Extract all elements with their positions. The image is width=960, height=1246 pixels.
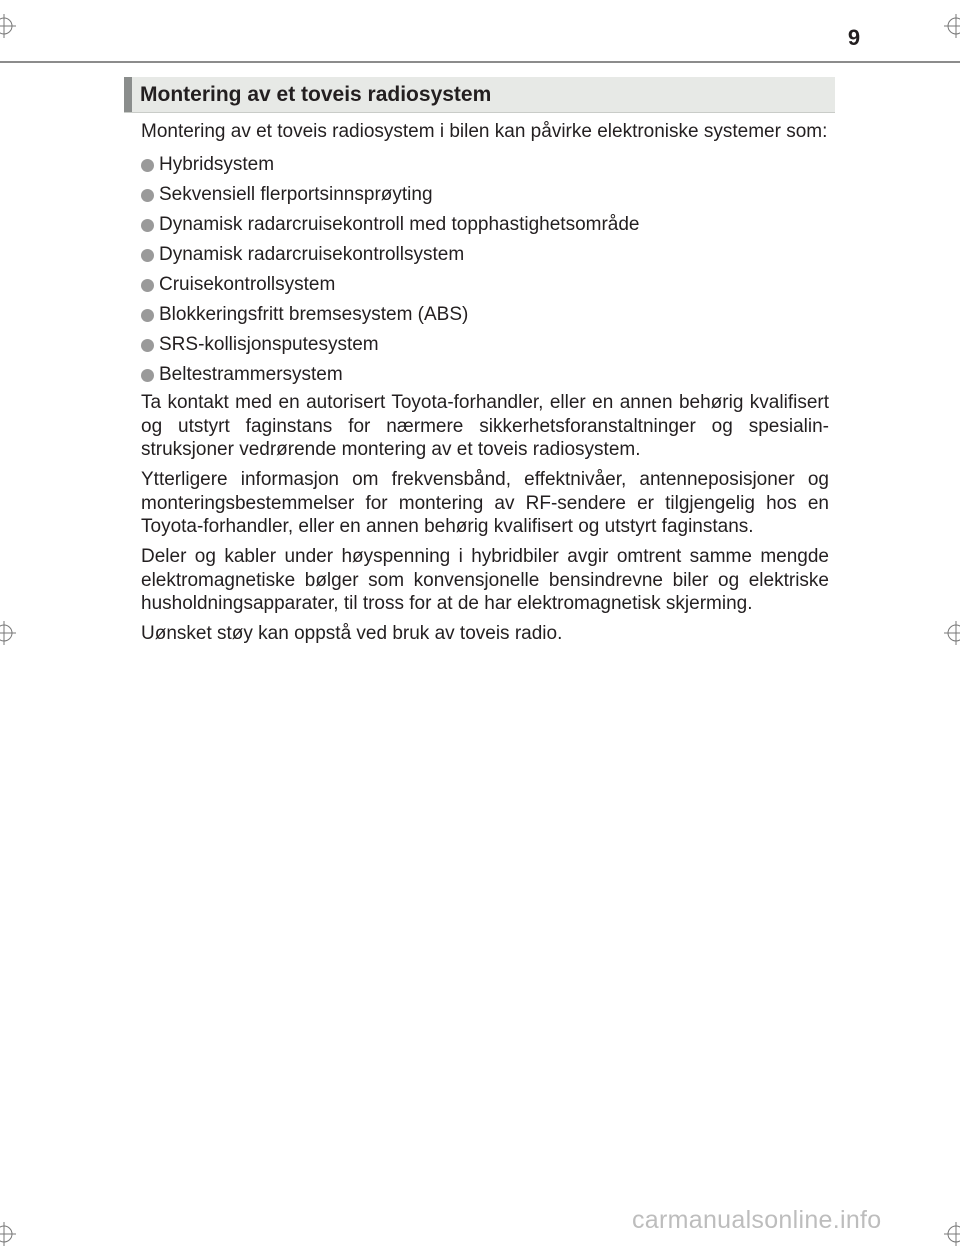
dealer-contact-paragraph: Ta kontakt med en autorisert Toyota-forhandler, eller en annen behørig kvalifisert og utstyrt faginstans for nærmere sikkerhetsforanstaltninger og spesialinstruksjoner vedrørende montering av et toveis radiosystem. — [141, 392, 829, 460]
list-item — [141, 330, 829, 360]
circle-bullet-icon — [141, 219, 154, 232]
list-item — [141, 300, 829, 330]
list-item — [141, 210, 829, 240]
crop-mark-mid-left-icon — [0, 621, 16, 645]
top-rule — [0, 61, 960, 63]
list-item — [141, 150, 829, 180]
page-number: 9 — [847, 25, 861, 50]
intro-paragraph: Montering av et toveis radiosystem i bilen kan påvirke elektroniske systemer som: — [141, 121, 828, 142]
list-item — [141, 180, 829, 210]
circle-bullet-icon — [141, 159, 154, 172]
list-item-text: SRS-kollisjonsputesystem — [159, 334, 379, 355]
system-list — [141, 150, 829, 390]
circle-bullet-icon — [141, 249, 154, 262]
list-item-text: Dynamisk radarcruisekontrollsystem — [159, 244, 465, 265]
high-voltage-paragraph: Deler og kabler under høyspenning i hybridbiler avgir omtrent samme mengde elektromagnetiske bølger som konvensjonelle bensindrevne biler og elektriske husholdningsapparater, til tross for at de har elektromagnetisk skjerming. — [141, 546, 829, 614]
crop-mark-top-left-icon — [0, 14, 16, 38]
list-item — [141, 360, 829, 390]
list-item-text: Sekvensiell flerportsinnsprøyting — [159, 184, 433, 205]
rf-info-paragraph: Ytterligere informasjon om frekvensbånd, effektnivåer, antenneposisjoner og monteringsbestemmelser for montering av RF-sendere er tilgjengelig hos en Toyota-forhandler, eller en annen behørig kvalifisert og utstyrt faginstans. — [141, 469, 829, 537]
crop-mark-bottom-right-icon — [944, 1222, 960, 1246]
section-body — [141, 120, 829, 652]
crop-mark-bottom-left-icon — [0, 1222, 16, 1246]
section-title: Montering av et toveis radiosystem — [140, 83, 492, 106]
list-item-text: Dynamisk radarcruisekontroll med topphastighetsområde — [159, 214, 640, 235]
list-item-text: Hybridsystem — [159, 154, 275, 175]
circle-bullet-icon — [141, 189, 154, 202]
circle-bullet-icon — [141, 309, 154, 322]
circle-bullet-icon — [141, 279, 154, 292]
crop-mark-mid-right-icon — [944, 621, 960, 645]
list-item-text: Cruisekontrollsystem — [159, 274, 336, 295]
noise-paragraph: Uønsket støy kan oppstå ved bruk av toveis radio. — [141, 623, 563, 644]
circle-bullet-icon — [141, 339, 154, 352]
section-header-bar — [124, 77, 132, 112]
circle-bullet-icon — [141, 369, 154, 382]
list-item — [141, 240, 829, 270]
list-item-text: Beltestrammersystem — [159, 364, 343, 385]
section-header — [124, 77, 835, 113]
list-item-text: Blokkeringsfritt bremsesystem (ABS) — [159, 304, 469, 325]
list-item — [141, 270, 829, 300]
watermark: carmanualsonline.info — [632, 1206, 882, 1234]
crop-mark-top-right-icon — [944, 14, 960, 38]
